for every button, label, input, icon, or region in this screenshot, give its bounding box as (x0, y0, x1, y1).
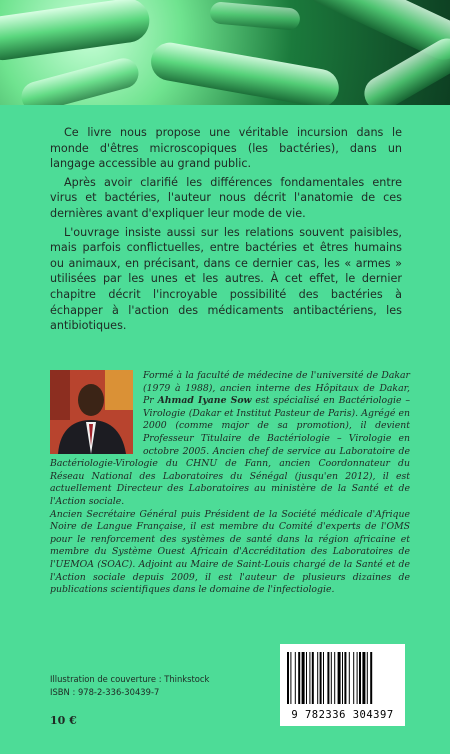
barcode-bar (334, 652, 335, 704)
barcode-bar (349, 652, 350, 704)
summary-paragraph-1: Ce livre nous propose une véritable incursion dans le monde d'êtres microscopiques (les bactéries), dans un langage accessible au grand public. (50, 126, 402, 171)
barcode-bar (298, 652, 300, 704)
barcode-bars (286, 652, 399, 704)
barcode-bar (344, 652, 346, 704)
barcode-bar (370, 652, 372, 704)
barcode-bar (320, 652, 322, 704)
isbn-barcode (280, 644, 405, 726)
barcode-bar (302, 652, 305, 704)
back-cover-summary (50, 125, 402, 337)
summary-paragraph-3: L'ouvrage insiste aussi sur les relations souvent paisibles, mais parfois conflictuelles, entre bactéries et êtres humains ou animaux, en précisant, dans ce dernier cas, les « armes » utilisées par les unes et les autres. À cet effet, le dernier chapitre décrit l'incroyable possibilité des bactéries à échapper à l'action des médicaments antibactériens, les antibiotiques. (50, 225, 402, 333)
publication-credits (50, 673, 209, 698)
barcode-bar (331, 652, 332, 704)
barcode-bar (362, 652, 365, 704)
barcode-bar (306, 652, 307, 704)
barcode-bar (367, 652, 368, 704)
bio-text-before-author: Formé à la faculté de médecine de l'université de Dakar (1979 à 1988), ancien interne des Hôpitaux de Dakar, Pr (143, 370, 410, 407)
barcode-bar (312, 652, 314, 704)
illustration-credit: Illustration de couverture : Thinkstock (50, 674, 210, 684)
barcode-bar (327, 652, 329, 704)
book-price: 10 € (50, 714, 77, 727)
barcode-bar (323, 652, 324, 704)
author-portrait-illustration (50, 370, 133, 454)
barcode-bar (317, 652, 318, 704)
barcode-bar (342, 652, 343, 704)
barcode-digits: 9 782336 304397 (291, 709, 394, 721)
barcode-bar (353, 652, 354, 704)
isbn-number: ISBN : 978-2-336-30439-7 (50, 686, 160, 697)
bio-paragraph-2: Ancien Secrétaire Général puis Président de la Société médicale d'Afrique Noire de Langue Française, il est membre du Comité d'experts de l'OMS pour le renforcement des systèmes de santé dans la région africaine et membre du Système Ouest Africain d'Accréditation des Laboratoires de l'UEMOA (SOAC). Adjoint au Maire de Saint-Louis chargé de la Santé et de l'Action sociale depuis 2009, il est l'auteur de plusieurs dizaines de publications scientifiques dans le domaine de l'infectiologie. (50, 508, 410, 596)
author-photo (50, 370, 133, 454)
barcode-bar (309, 652, 310, 704)
author-name: Ahmad Iyane Sow (157, 395, 252, 407)
summary-paragraph-2: Après avoir clarifié les différences fondamentales entre virus et bactéries, l'auteur nous décrit l'anatomie de ces dernières avant d'expliquer leur mode de vie. (50, 175, 402, 220)
barcode-bar (338, 652, 341, 704)
barcode-bar (290, 652, 291, 704)
bio-text-after-author: est spécialisé en Bactériologie – Virologie (Dakar et Institut Pasteur de Paris). Agrégé en 2000 (comme major de sa promotion), il devient Professeur Titulaire de Bactériologie – Virologie en octobre 2005. Ancien chef de service au Laboratoire de Bactériologie-Virologie du CHNU de Fann, ancien Coordonnateur du Réseau National des Laboratoires du Sénégal (jusqu'en 2012), il est actuellement Directeur des Laboratoires au ministère de la Santé et de l'Action sociale. (50, 395, 410, 507)
barcode-bar (359, 652, 361, 704)
cover-bacteria-image (0, 0, 450, 105)
barcode-bar (357, 652, 358, 704)
bacteria-illustration (0, 0, 450, 105)
author-biography (50, 370, 410, 597)
barcode-bar (295, 652, 296, 704)
barcode-bar (287, 652, 289, 704)
